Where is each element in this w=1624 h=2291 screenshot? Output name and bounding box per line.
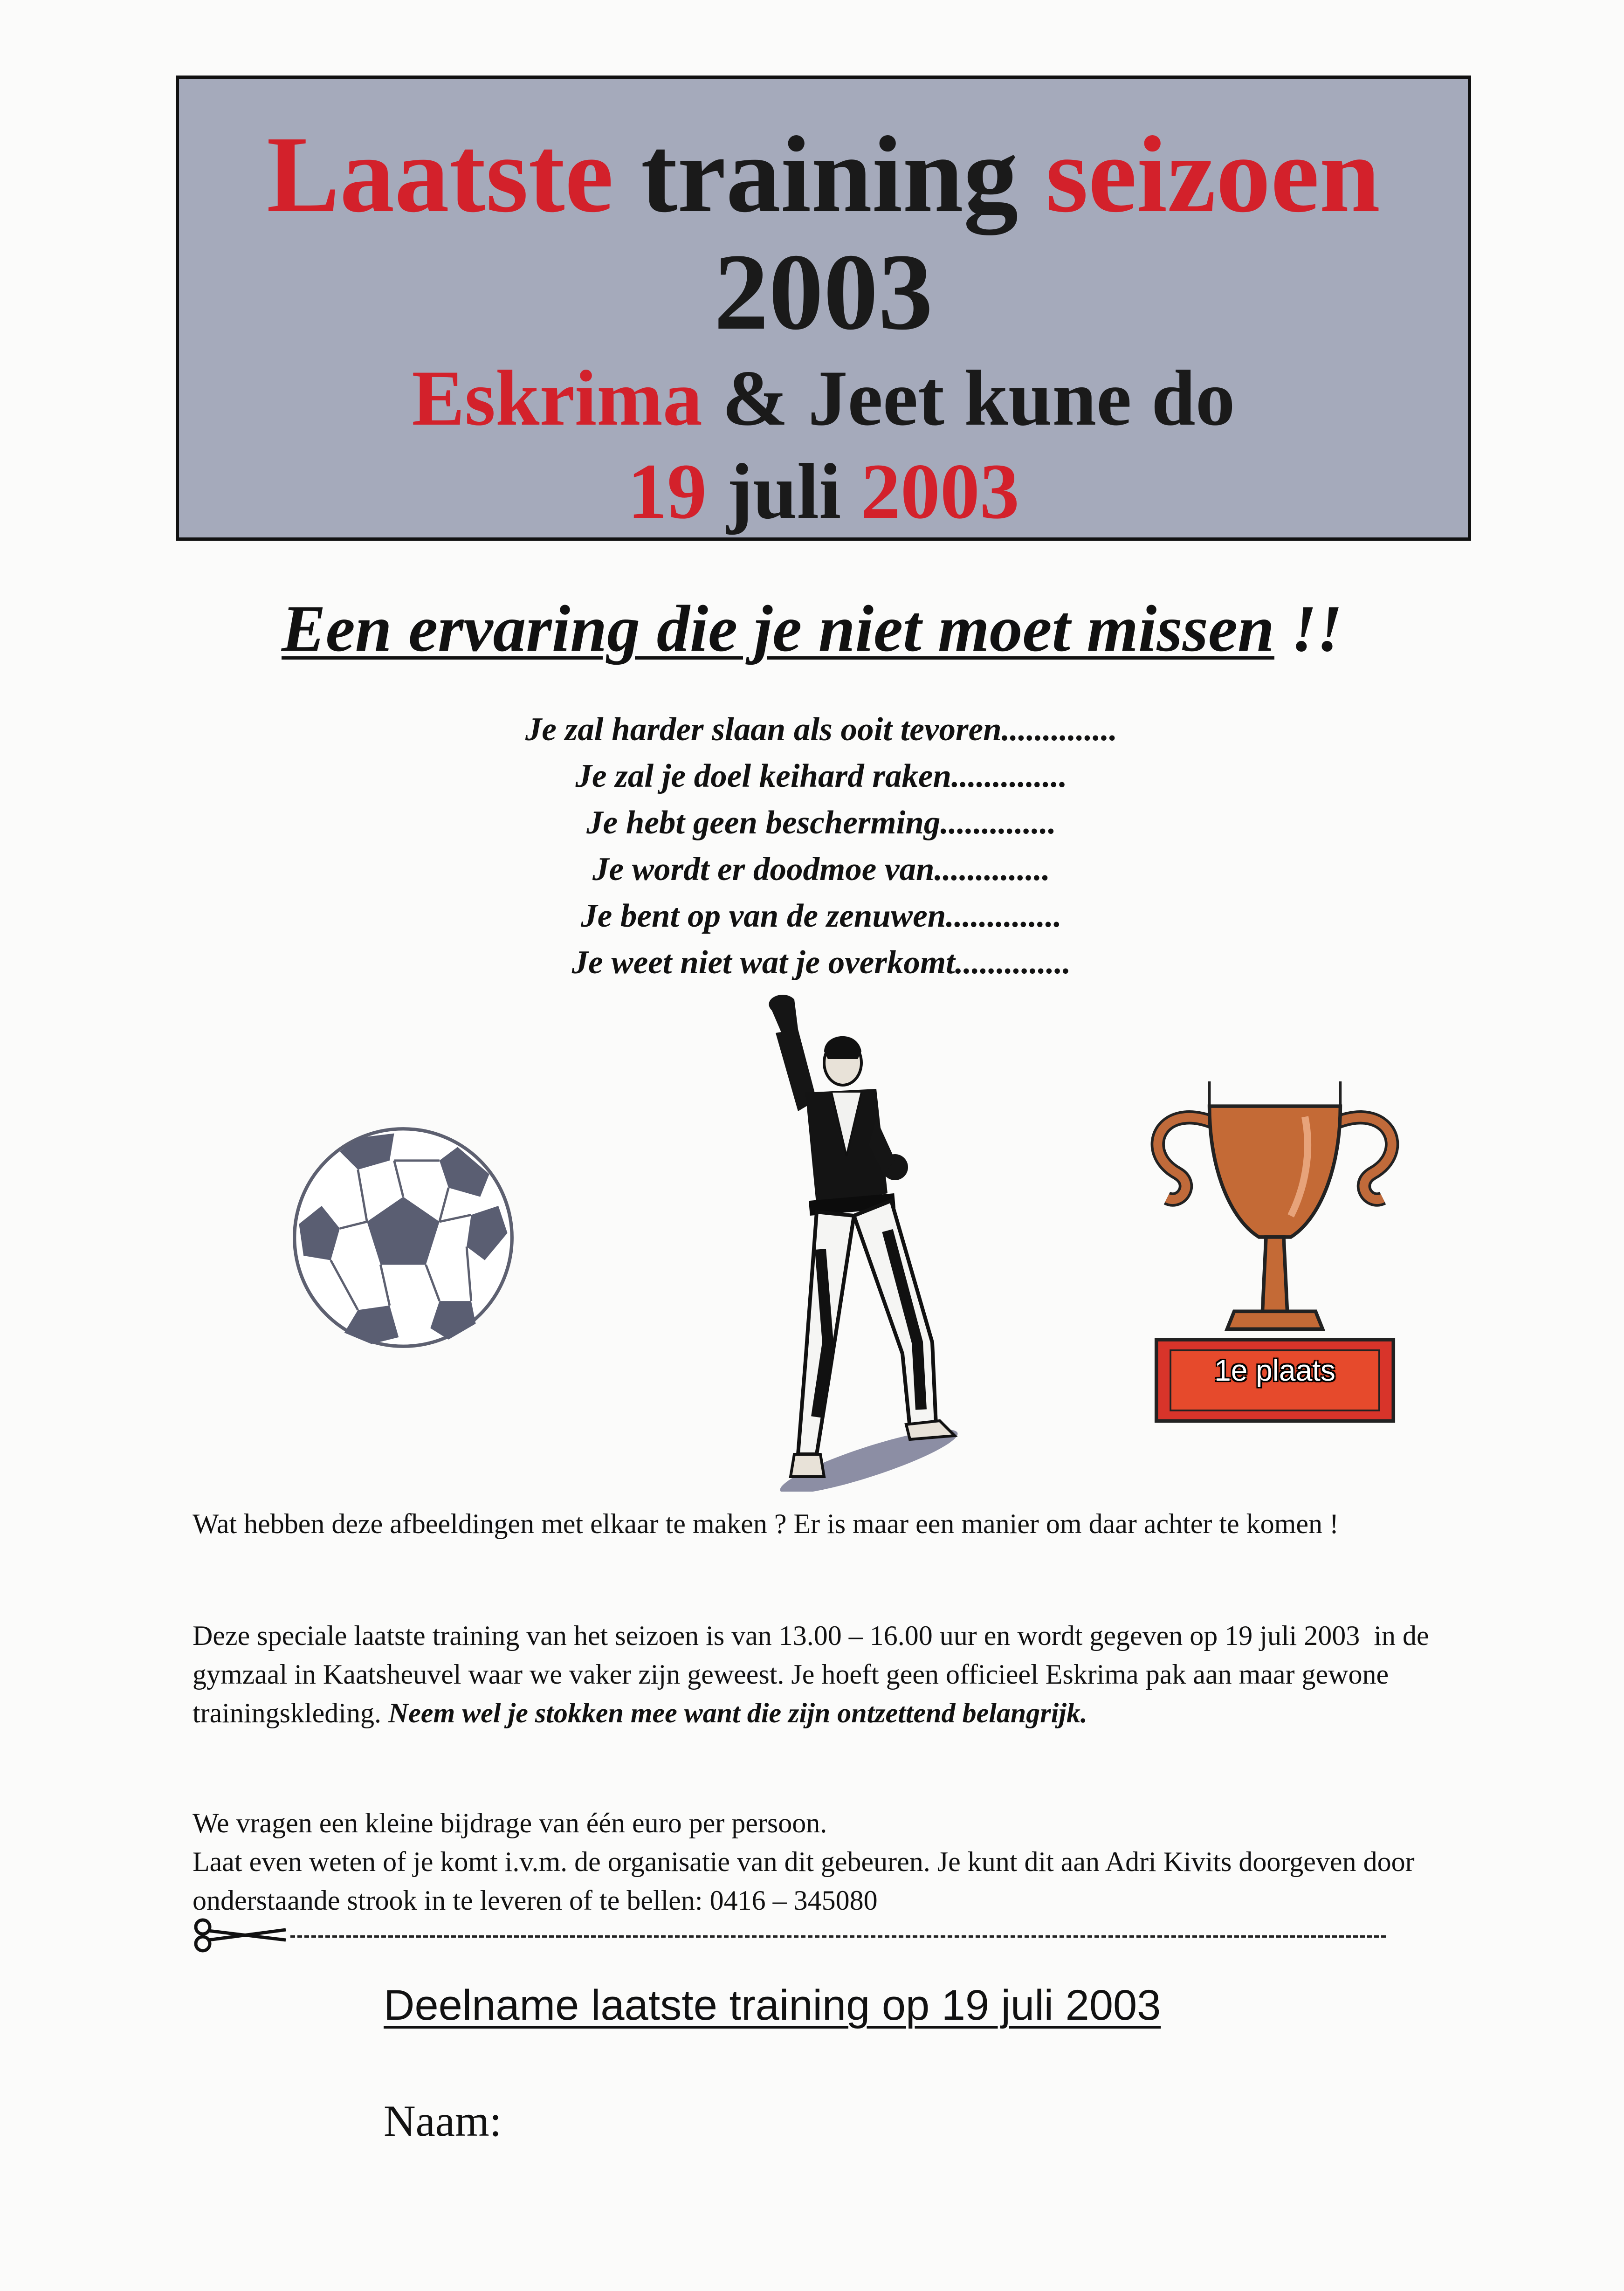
- verse-line: Je hebt geen bescherming..............: [586, 805, 1056, 841]
- header-date-day: 19: [627, 447, 707, 535]
- header-line-title: [179, 114, 1468, 235]
- header-word-laatste: Laatste: [267, 114, 614, 235]
- header-word-seizoen: seizoen: [1046, 114, 1380, 235]
- verse-line: Je wordt er doodmoe van..............: [592, 851, 1051, 888]
- paragraph-contribution: [193, 1804, 1451, 1920]
- header-date-month: juli: [707, 447, 861, 535]
- cut-line: [193, 1917, 1386, 1954]
- verse-line: Je bent op van de zenuwen..............: [581, 898, 1062, 934]
- dashed-line: [290, 1935, 1386, 1938]
- header-line-date: [179, 447, 1468, 535]
- tagline-suffix: !!: [1274, 592, 1342, 665]
- name-label: Naam:: [384, 2096, 502, 2146]
- paragraph-question-text: Wat hebben deze afbeeldingen met elkaar te maken ? Er is maar een manier om daar achter te komen !: [193, 1508, 1339, 1539]
- trophy-label: 1e plaats: [1214, 1354, 1335, 1387]
- header-word-jeet-kune-do: & Jeet kune do: [702, 354, 1235, 442]
- paragraph-details: [193, 1617, 1451, 1733]
- header-line-year: 2003: [714, 231, 933, 352]
- header-box: [176, 76, 1471, 541]
- contact-line: Laat even weten of je komt i.v.m. de organisatie van dit gebeuren. Je kunt dit aan Adri Kivits doorgeven door onderstaande strook in te leveren of te bellen: 0416 – 345080: [193, 1846, 1415, 1916]
- scissors-icon: [193, 1917, 290, 1954]
- verse-line: Je zal je doel keihard raken..............: [575, 758, 1067, 794]
- details-emphasis: Neem wel je stokken mee want die zijn ontzettend belangrijk.: [388, 1698, 1087, 1728]
- header-word-training: training: [613, 114, 1046, 235]
- header-date-year: 2003: [860, 447, 1019, 535]
- header-word-eskrima: Eskrima: [412, 354, 702, 442]
- paragraph-details-text: [193, 1617, 1451, 1733]
- details-plain: Deze speciale laatste training van het seizoen is van 13.00 – 16.00 uur en wordt gegeven op 19 juli 2003 in de gymzaal in Kaatsheuvel waar we vaker zijn geweest. Je hoeft geen officieel Eskrima pak aan maar gewone trainingskleding.: [193, 1620, 1436, 1728]
- verse-line: Je zal harder slaan als ooit tevoren..............: [525, 711, 1118, 748]
- tagline: [0, 592, 1624, 665]
- tagline-underlined: Een ervaring die je niet moet missen: [282, 592, 1274, 665]
- martial-artist-icon: [709, 988, 970, 1492]
- form-title: Deelname laatste training op 19 juli 2003: [384, 1981, 1161, 2029]
- paragraph-question: [193, 1505, 1451, 1543]
- soccer-ball-icon: [290, 1124, 516, 1351]
- header-line-disciplines: [179, 354, 1468, 442]
- contribution-line: We vragen een kleine bijdrage van één euro per persoon.: [193, 1808, 827, 1838]
- verse-line: Je weet niet wat je overkomt..............: [571, 944, 1071, 981]
- verses: [0, 706, 1624, 986]
